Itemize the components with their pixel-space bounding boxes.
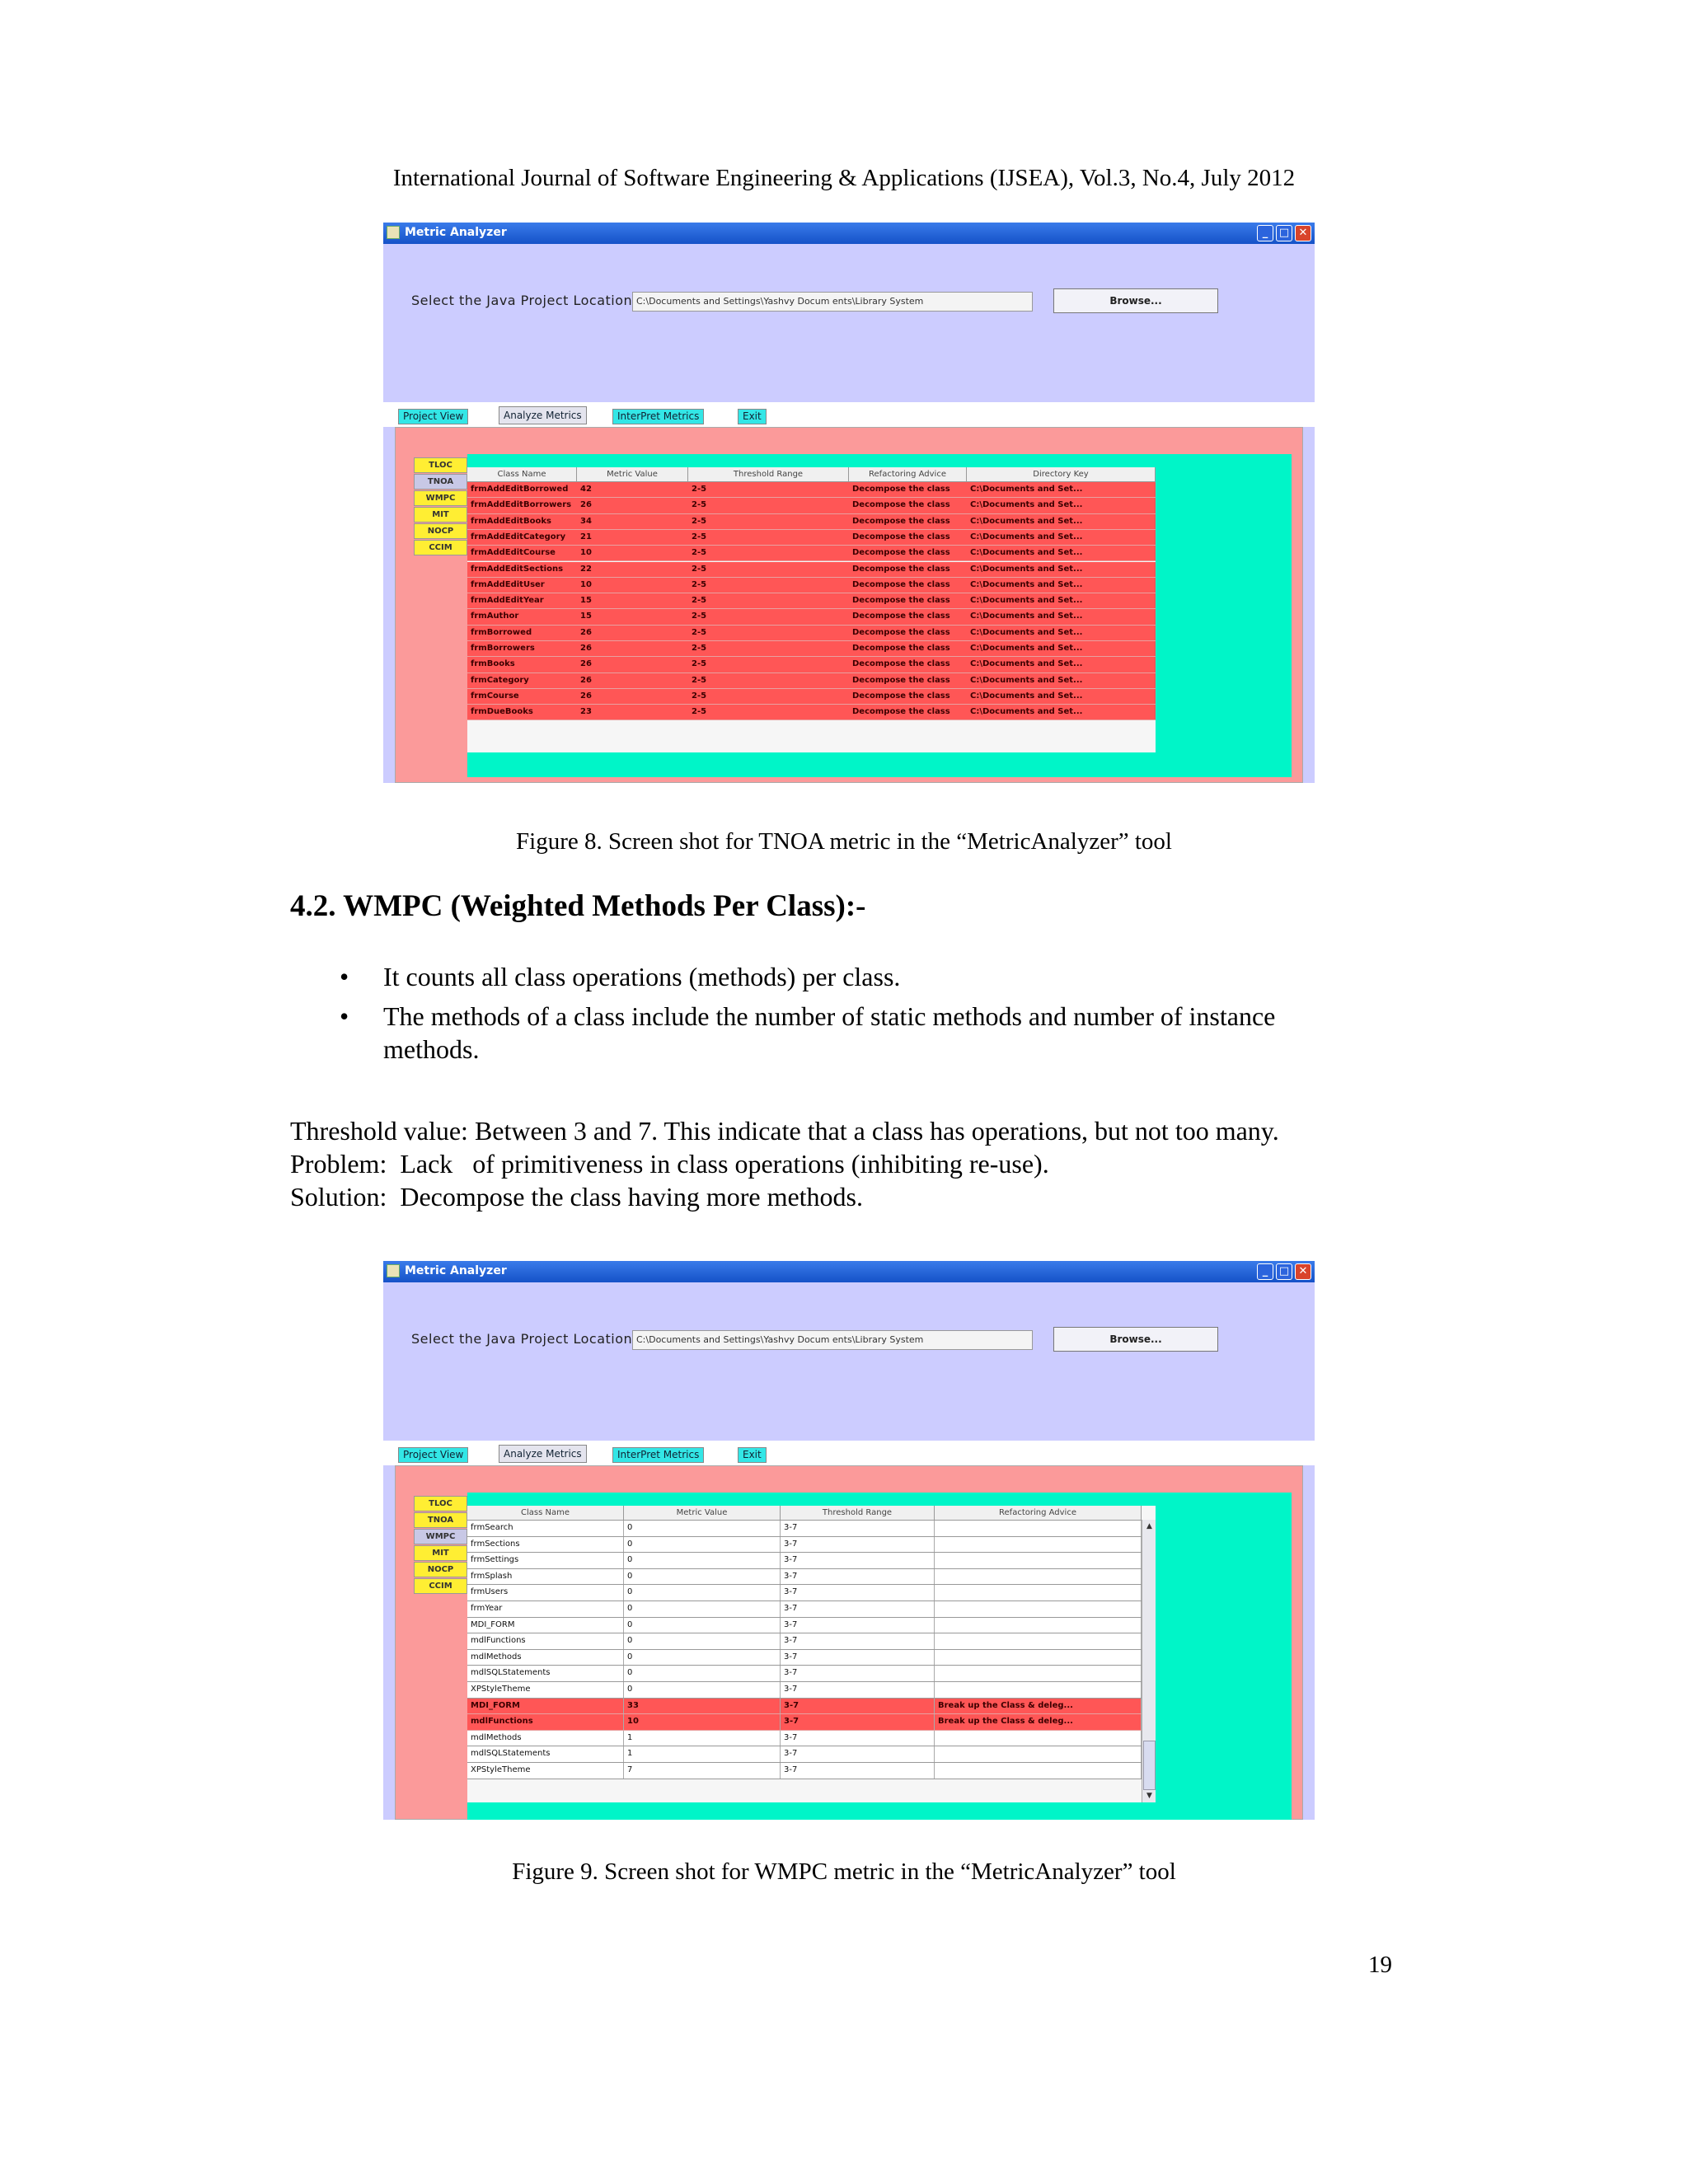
- table-cell-range: 3-7: [781, 1553, 935, 1568]
- table-cell-advice: Decompose the class: [852, 516, 950, 526]
- table-cell-advice: Decompose the class: [852, 707, 950, 717]
- location-label: Select the Java Project Location: [411, 1331, 633, 1347]
- table-cell-range: 2-5: [692, 659, 707, 669]
- side-tab-tloc[interactable]: TLOC: [414, 1496, 467, 1511]
- table-cell-advice: [935, 1746, 1142, 1762]
- table-cell-dir: C:\Documents and Set...: [970, 532, 1083, 541]
- table-cell-name: frmUsers: [467, 1585, 624, 1601]
- table-cell-range: 2-5: [692, 485, 707, 494]
- table-cell-value: 7: [624, 1763, 781, 1779]
- table-cell-advice: Decompose the class: [852, 564, 950, 574]
- table-cell-range: 3-7: [781, 1699, 935, 1714]
- table-row[interactable]: [467, 1521, 1142, 1537]
- table-cell-value: 21: [580, 532, 592, 541]
- table-cell-name: frmSections: [467, 1537, 624, 1553]
- table-row[interactable]: [467, 1682, 1142, 1699]
- table-cell-advice: [935, 1569, 1142, 1585]
- table-row[interactable]: [467, 482, 1156, 498]
- table-cell-name: XPStyleTheme: [467, 1682, 624, 1698]
- column-header[interactable]: Class Name: [467, 467, 577, 481]
- side-tab-tloc[interactable]: TLOC: [414, 457, 467, 473]
- page-number: 19: [1368, 1952, 1392, 1978]
- minimize-icon[interactable]: _: [1257, 225, 1273, 241]
- table-cell-dir: C:\Documents and Set...: [970, 548, 1083, 558]
- table-cell-name: frmBorrowers: [471, 644, 535, 653]
- table-cell-name: mdlMethods: [467, 1731, 624, 1746]
- table-cell-value: 15: [580, 596, 592, 606]
- table-cell-range: 2-5: [692, 596, 707, 606]
- close-icon[interactable]: ✕: [1295, 225, 1311, 241]
- table-cell-name: MDI_FORM: [467, 1699, 624, 1714]
- table-cell-range: 3-7: [781, 1666, 935, 1681]
- table-row[interactable]: [467, 1537, 1142, 1554]
- app-icon: [387, 226, 400, 239]
- table-cell-advice: Decompose the class: [852, 596, 950, 606]
- table-row[interactable]: [467, 546, 1156, 561]
- side-tab-tnoa[interactable]: TNOA: [414, 1512, 467, 1528]
- table-cell-name: frmBooks: [471, 659, 515, 669]
- table-cell-name: frmDueBooks: [471, 707, 533, 717]
- table-cell-name: frmAddEditUser: [471, 579, 545, 589]
- location-input[interactable]: C:\Documents and Settings\Yashvy Docum ents\Library System: [632, 292, 1033, 312]
- table-cell-name: XPStyleTheme: [467, 1763, 624, 1779]
- window-title: Metric Analyzer: [405, 226, 507, 239]
- table-cell-advice: Decompose the class: [852, 691, 950, 701]
- table-cell-value: 26: [580, 644, 592, 653]
- tab-exit[interactable]: Exit: [738, 409, 767, 424]
- side-tab-mit[interactable]: MIT: [414, 507, 467, 523]
- table-row[interactable]: [467, 1601, 1142, 1618]
- table-cell-value: 1: [624, 1746, 781, 1762]
- side-tab-wmpc[interactable]: WMPC: [414, 1529, 467, 1544]
- column-header[interactable]: Threshold Range: [781, 1506, 935, 1520]
- table-cell-value: 0: [624, 1650, 781, 1666]
- table-cell-value: 0: [624, 1585, 781, 1601]
- table-cell-range: 2-5: [692, 627, 707, 637]
- table-scrollbar[interactable]: [1142, 1520, 1156, 1802]
- column-header[interactable]: Directory Key: [967, 467, 1156, 481]
- minimize-icon[interactable]: _: [1257, 1263, 1273, 1280]
- table-cell-value: 26: [580, 691, 592, 701]
- table-cell-advice: [935, 1585, 1142, 1601]
- table-cell-name: frmSettings: [467, 1553, 624, 1568]
- table-cell-name: frmCourse: [471, 691, 519, 701]
- table-cell-range: 3-7: [781, 1746, 935, 1762]
- table-cell-range: 3-7: [781, 1731, 935, 1746]
- tab-strip: [383, 402, 1315, 427]
- tab-interpret-metrics[interactable]: InterPret Metrics: [612, 1447, 704, 1463]
- table-row[interactable]: [467, 657, 1156, 673]
- table-cell-value: 22: [580, 564, 592, 574]
- side-tab-ccim[interactable]: CCIM: [414, 1578, 467, 1594]
- table-cell-value: 15: [580, 612, 592, 621]
- table-cell-name: frmAddEditBorrowed: [471, 485, 569, 494]
- table-cell-range: 2-5: [692, 707, 707, 717]
- table-cell-range: 2-5: [692, 675, 707, 685]
- table-cell-advice: [935, 1618, 1142, 1633]
- scroll-down-icon[interactable]: ▼: [1146, 1792, 1152, 1800]
- table-row[interactable]: [467, 498, 1156, 513]
- table-cell-name: frmAddEditCategory: [471, 532, 566, 541]
- table-row[interactable]: [467, 1666, 1142, 1682]
- table-cell-name: frmAddEditYear: [471, 596, 544, 606]
- table-cell-advice: [935, 1763, 1142, 1779]
- column-header[interactable]: Class Name: [467, 1506, 624, 1520]
- table-row[interactable]: [467, 609, 1156, 625]
- table-cell-value: 10: [580, 548, 592, 558]
- table-cell-dir: C:\Documents and Set...: [970, 675, 1083, 685]
- app-icon: [387, 1264, 400, 1277]
- table-cell-value: 26: [580, 659, 592, 669]
- table-cell-name: mdlSQLStatements: [467, 1746, 624, 1762]
- table-cell-range: 2-5: [692, 579, 707, 589]
- table-cell-name: frmYear: [467, 1601, 624, 1617]
- table-row[interactable]: [467, 578, 1156, 593]
- table-cell-advice: [935, 1666, 1142, 1681]
- table-cell-range: 3-7: [781, 1763, 935, 1779]
- table-cell-name: frmSplash: [467, 1569, 624, 1585]
- table-cell-value: 1: [624, 1731, 781, 1746]
- tab-interpret-metrics[interactable]: InterPret Metrics: [612, 409, 704, 424]
- table-cell-name: MDI_FORM: [467, 1618, 624, 1633]
- table-cell-dir: C:\Documents and Set...: [970, 564, 1083, 574]
- table-row[interactable]: [467, 1569, 1142, 1586]
- side-tab-nocp[interactable]: NOCP: [414, 523, 467, 539]
- table-row[interactable]: [467, 1714, 1142, 1731]
- tab-exit[interactable]: Exit: [738, 1447, 767, 1463]
- tab-strip: [383, 1441, 1315, 1465]
- table-cell-range: 2-5: [692, 612, 707, 621]
- table-cell-range: 3-7: [781, 1650, 935, 1666]
- table-row[interactable]: [467, 530, 1156, 546]
- table-cell-range: 2-5: [692, 516, 707, 526]
- table-cell-range: 2-5: [692, 532, 707, 541]
- table-row[interactable]: [467, 1699, 1142, 1715]
- table-cell-value: 0: [624, 1682, 781, 1698]
- table-cell-advice: Decompose the class: [852, 675, 950, 685]
- table-cell-value: 26: [580, 675, 592, 685]
- table-cell-name: frmSearch: [467, 1521, 624, 1536]
- table-cell-value: 0: [624, 1553, 781, 1568]
- title-bar: [383, 223, 1315, 244]
- running-header: International Journal of Software Engineering & Applications (IJSEA), Vol.3, No.4, July 2012: [392, 165, 1296, 191]
- table-cell-name: frmAddEditCourse: [471, 548, 556, 558]
- table-cell-value: 10: [580, 579, 592, 589]
- section-title: 4.2. WMPC (Weighted Methods Per Class):-: [290, 889, 866, 923]
- figure-8-window: [383, 223, 1315, 783]
- table-row[interactable]: [467, 1585, 1142, 1601]
- tab-analyze-metrics[interactable]: Analyze Metrics: [499, 406, 587, 424]
- metric-table[interactable]: [467, 467, 1156, 752]
- table-header: [467, 467, 1156, 482]
- threshold-text: Threshold value: Between 3 and 7. This indicate that a class has operations, but not too many.: [290, 1116, 1279, 1146]
- window-title: Metric Analyzer: [405, 1264, 507, 1277]
- table-row[interactable]: [467, 673, 1156, 689]
- side-tab-ccim[interactable]: CCIM: [414, 540, 467, 555]
- table-row[interactable]: [467, 562, 1156, 578]
- table-cell-dir: C:\Documents and Set...: [970, 612, 1083, 621]
- location-label: Select the Java Project Location: [411, 293, 633, 308]
- browse-button[interactable]: Browse...: [1053, 288, 1218, 313]
- table-cell-range: 3-7: [781, 1569, 935, 1585]
- tab-analyze-metrics[interactable]: Analyze Metrics: [499, 1445, 587, 1463]
- table-cell-value: 26: [580, 500, 592, 510]
- table-cell-name: mdlFunctions: [467, 1714, 624, 1730]
- table-cell-name: frmBorrowed: [471, 627, 532, 637]
- table-row[interactable]: [467, 1553, 1142, 1569]
- table-cell-dir: C:\Documents and Set...: [970, 485, 1083, 494]
- table-cell-dir: C:\Documents and Set...: [970, 627, 1083, 637]
- table-row[interactable]: [467, 1763, 1142, 1779]
- metric-table[interactable]: [467, 1506, 1156, 1802]
- table-cell-advice: Decompose the class: [852, 612, 950, 621]
- table-cell-dir: C:\Documents and Set...: [970, 579, 1083, 589]
- table-cell-range: 3-7: [781, 1682, 935, 1698]
- table-cell-advice: [935, 1633, 1142, 1649]
- table-cell-value: 33: [624, 1699, 781, 1714]
- table-cell-name: frmAddEditBorrowers: [471, 500, 572, 510]
- table-cell-advice: Break up the Class & deleg...: [935, 1714, 1142, 1730]
- table-header: [467, 1506, 1142, 1521]
- table-cell-value: 26: [580, 627, 592, 637]
- table-cell-range: 2-5: [692, 644, 707, 653]
- close-icon[interactable]: ✕: [1295, 1263, 1311, 1280]
- table-cell-range: 3-7: [781, 1618, 935, 1633]
- table-cell-advice: Decompose the class: [852, 485, 950, 494]
- title-bar: [383, 1261, 1315, 1282]
- table-cell-advice: Decompose the class: [852, 659, 950, 669]
- table-cell-dir: C:\Documents and Set...: [970, 500, 1083, 510]
- table-cell-name: frmAuthor: [471, 612, 519, 621]
- scroll-up-icon[interactable]: ▲: [1146, 1522, 1152, 1530]
- table-cell-value: 0: [624, 1601, 781, 1617]
- table-cell-dir: C:\Documents and Set...: [970, 596, 1083, 606]
- table-row[interactable]: [467, 689, 1156, 705]
- bullet-list: [340, 960, 1411, 1072]
- figure-9-window: [383, 1261, 1315, 1820]
- table-cell-dir: C:\Documents and Set...: [970, 691, 1083, 701]
- table-cell-value: 0: [624, 1633, 781, 1649]
- table-cell-advice: [935, 1650, 1142, 1666]
- table-cell-range: 3-7: [781, 1714, 935, 1730]
- table-cell-range: 2-5: [692, 691, 707, 701]
- metrics-panel: [395, 427, 1303, 783]
- table-cell-range: 3-7: [781, 1537, 935, 1553]
- side-tab-mit[interactable]: MIT: [414, 1545, 467, 1561]
- maximize-icon[interactable]: □: [1276, 1263, 1292, 1280]
- table-cell-dir: C:\Documents and Set...: [970, 644, 1083, 653]
- table-cell-advice: Break up the Class & deleg...: [935, 1699, 1142, 1714]
- tab-project-view[interactable]: Project View: [398, 409, 468, 424]
- table-cell-advice: Decompose the class: [852, 548, 950, 558]
- table-cell-range: 3-7: [781, 1585, 935, 1601]
- column-header[interactable]: Metric Value: [624, 1506, 781, 1520]
- table-cell-name: mdlMethods: [467, 1650, 624, 1666]
- column-header[interactable]: Refactoring Advice: [935, 1506, 1142, 1520]
- table-cell-range: 2-5: [692, 500, 707, 510]
- side-tab-nocp[interactable]: NOCP: [414, 1562, 467, 1577]
- table-cell-range: 2-5: [692, 564, 707, 574]
- table-cell-dir: C:\Documents and Set...: [970, 516, 1083, 526]
- bullet-text: The methods of a class include the number of static methods and number of instance methods.: [383, 1001, 1276, 1064]
- table-cell-dir: C:\Documents and Set...: [970, 707, 1083, 717]
- table-row[interactable]: [467, 1650, 1142, 1666]
- bullet-item: [340, 1000, 1411, 1066]
- bullet-item: • It counts all class operations (methods) per class.: [340, 960, 1411, 993]
- table-cell-value: 0: [624, 1666, 781, 1681]
- maximize-icon[interactable]: □: [1276, 225, 1292, 241]
- table-row[interactable]: [467, 705, 1156, 720]
- table-cell-name: frmCategory: [471, 675, 529, 685]
- table-cell-value: 34: [580, 516, 592, 526]
- location-input[interactable]: C:\Documents and Settings\Yashvy Docum ents\Library System: [632, 1330, 1033, 1350]
- tab-project-view[interactable]: Project View: [398, 1447, 468, 1463]
- table-cell-value: 0: [624, 1537, 781, 1553]
- table-cell-advice: [935, 1731, 1142, 1746]
- table-cell-name: frmAddEditBooks: [471, 516, 551, 526]
- table-row[interactable]: [467, 593, 1156, 609]
- table-cell-advice: [935, 1553, 1142, 1568]
- table-cell-range: 3-7: [781, 1601, 935, 1617]
- table-cell-range: 3-7: [781, 1521, 935, 1536]
- table-cell-range: 2-5: [692, 548, 707, 558]
- table-cell-name: frmAddEditSections: [471, 564, 564, 574]
- table-cell-value: 0: [624, 1618, 781, 1633]
- side-tab-wmpc[interactable]: WMPC: [414, 490, 467, 506]
- table-cell-advice: [935, 1601, 1142, 1617]
- table-cell-advice: Decompose the class: [852, 579, 950, 589]
- table-cell-value: 23: [580, 707, 592, 717]
- browse-button[interactable]: Browse...: [1053, 1327, 1218, 1352]
- table-row[interactable]: [467, 641, 1156, 657]
- solution-text: Solution: Decompose the class having more methods.: [290, 1182, 863, 1212]
- figure-8-caption: Figure 8. Screen shot for TNOA metric in the “MetricAnalyzer” tool: [516, 828, 1172, 855]
- table-cell-advice: [935, 1682, 1142, 1698]
- column-header[interactable]: Refactoring Advice: [849, 467, 967, 481]
- table-row[interactable]: [467, 1731, 1142, 1747]
- table-row[interactable]: [467, 1618, 1142, 1634]
- figure-9-caption: Figure 9. Screen shot for WMPC metric in the “MetricAnalyzer” tool: [512, 1858, 1176, 1885]
- side-tab-tnoa[interactable]: TNOA: [414, 474, 467, 490]
- table-cell-name: mdlFunctions: [467, 1633, 624, 1649]
- table-cell-value: 0: [624, 1569, 781, 1585]
- table-cell-advice: [935, 1537, 1142, 1553]
- table-row[interactable]: [467, 1633, 1142, 1650]
- problem-text: Problem: Lack of primitiveness in class operations (inhibiting re-use).: [290, 1149, 1049, 1179]
- scroll-thumb[interactable]: [1143, 1741, 1156, 1790]
- table-cell-dir: C:\Documents and Set...: [970, 659, 1083, 669]
- column-header[interactable]: Metric Value: [577, 467, 688, 481]
- column-header[interactable]: Threshold Range: [688, 467, 849, 481]
- table-row[interactable]: [467, 514, 1156, 530]
- table-cell-value: 42: [580, 485, 592, 494]
- table-cell-advice: Decompose the class: [852, 627, 950, 637]
- table-cell-name: mdlSQLStatements: [467, 1666, 624, 1681]
- table-cell-advice: Decompose the class: [852, 644, 950, 653]
- table-cell-advice: Decompose the class: [852, 500, 950, 510]
- table-row[interactable]: [467, 626, 1156, 641]
- table-cell-advice: Decompose the class: [852, 532, 950, 541]
- table-cell-value: 0: [624, 1521, 781, 1536]
- table-cell-value: 10: [624, 1714, 781, 1730]
- table-cell-advice: [935, 1521, 1142, 1536]
- table-cell-range: 3-7: [781, 1633, 935, 1649]
- metrics-panel: [395, 1465, 1303, 1820]
- table-row[interactable]: [467, 1746, 1142, 1763]
